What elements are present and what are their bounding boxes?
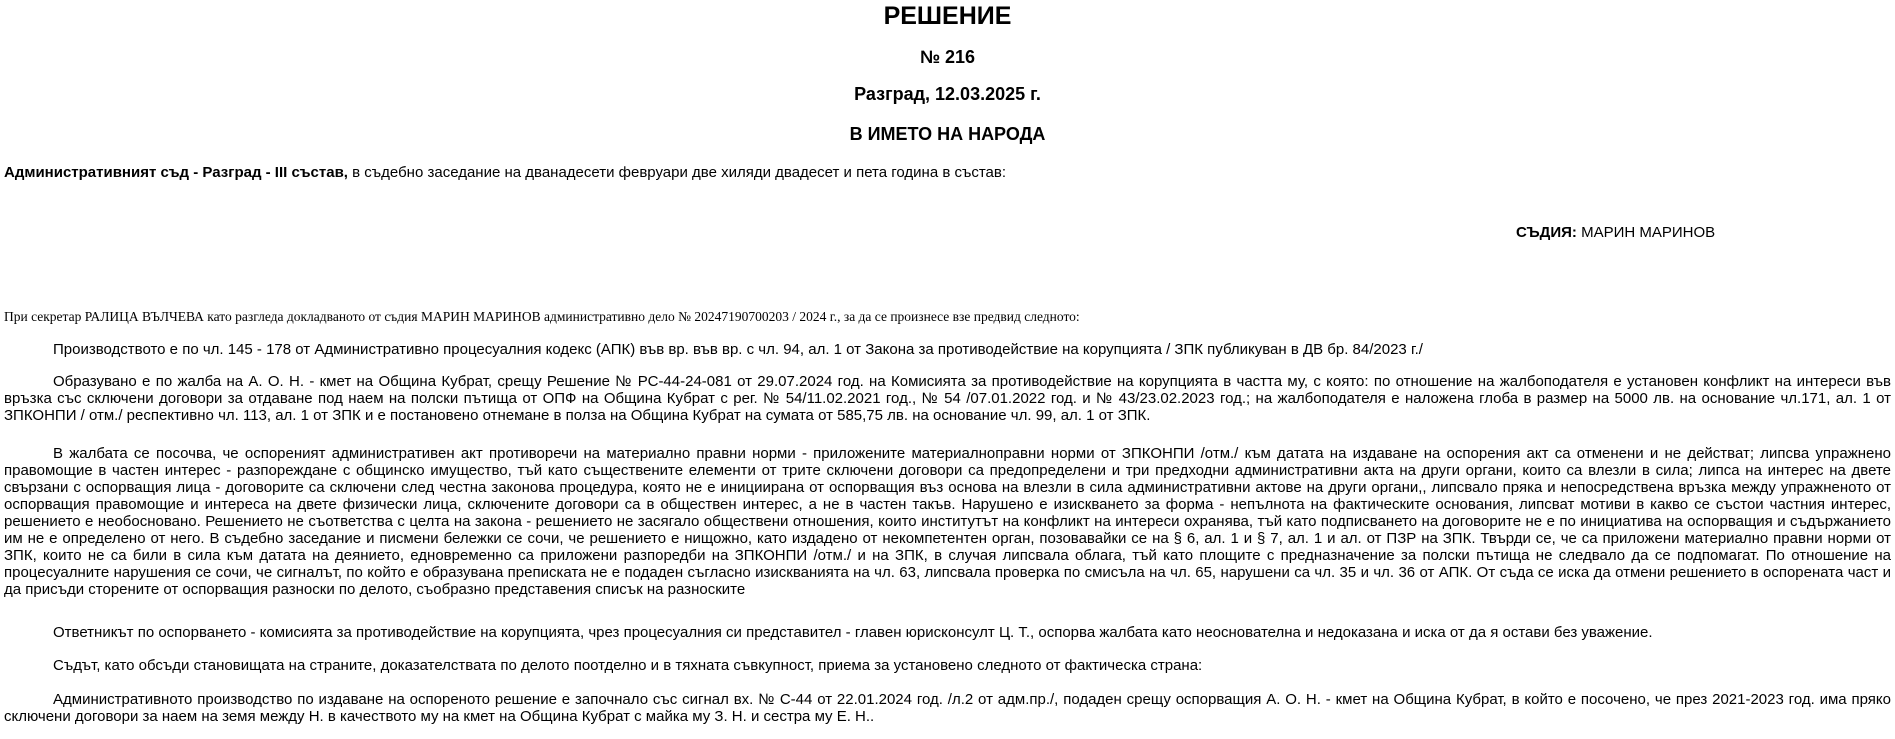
paragraph-arguments: В жалбата се посочва, че оспореният административен акт противоречи на материално правни норми - приложените материалноправни норми от ЗПКОНПИ /отм./ към датата на издаване на оспорения акт са отменени и не действат; липсва упражнено правомощие в частен интерес - разпореждане с общинско имущество, тъй като съществените елементи от трите сключени договори са предопределени и три предходни административни акта на други органи, които са влезли в сила; липса на интерес на двете свързани с оспорващия лица - договорите са сключени след честна законова процедура, която не е инициирана от оспорващия въз основа на влезли в сила административни актове на други органи,, липсвало пряка и непосредствена връзка между упражненото от оспорващия правомощие и интереса на двете физически лица, сключените договори са в обществен интерес, а не в частен такъв. Нарушено е изискването за форма - непълнота на фактическите основания, липсват мотиви в какво се състои частния интерес, решението е необосновано. Решението не съответства с целта на закона - решението не засягало обществени отношения, които институтът на конфликт на интереси охранява, тъй като подписването на договорите не е по инициатива на оспорващия и съдържанието им не е определено от него. В съдебно заседание и писмени бележки се сочи, че решението е нищожно, като издадено от некомпетентен орган, позовавайки се на § 6, ал. 1 и § 7, ал. 1 и ал. от ПЗР на ЗПК. Твърди се, че са приложени материално правни норми от ЗПК, които не са били в сила към датата на деянието, едновременно са приложени разпоредби на ЗПКОНПИ /отм./ и на ЗПК, в случая липсвала облага, тъй като площите с предназначение за полски пътища не следвало да се подпомагат. По отношение на процесуалните нарушения се сочи, че сигналът, по който е образувана преписката не е подаден съгласно изискванията на чл. 63, липсвала проверка по смисъла на чл. 65, нарушени са чл. 35 и чл. 36 от АПК. От съда се иска да отмени решението в оспорената част и да присъди сторените от оспорващия разноски по делото, съобразно представения списък на разноските (4, 445, 1891, 598)
secretary-line: При секретар РАЛИЦА ВЪЛЧЕВА като разгледа докладваното от съдия МАРИН МАРИНОВ административно дело № 20247190700203 / 2024 г., за да се произнесе взе предвид следното: (4, 309, 1080, 324)
place-date: Разград, 12.03.2025 г. (854, 84, 1041, 104)
paragraph-defendant: Ответникът по оспорването - комисията за противодействие на корупцията, чрез процесуалния си представител - главен юрисконсулт Ц. Т., оспорва жалбата като неоснователна и недоказана и иска от да я остави без уважение. (53, 624, 1653, 641)
judge-label: СЪДИЯ: (1516, 224, 1577, 241)
document-title: РЕШЕНИЕ (883, 2, 1012, 30)
judge-name: МАРИН МАРИНОВ (1576, 224, 1716, 241)
judge-line (1516, 224, 1715, 241)
decision-number: № 216 (919, 47, 976, 67)
paragraph-court-findings: Съдът, като обсъди становищата на страните, доказателствата по делото поотделно и в тяхната съвкупност, приема за установено следното от фактическа страна: (53, 657, 1203, 674)
paragraph-proceedings: Производството е по чл. 145 - 178 от Административно процесуалния кодекс (АПК) във вр. във вр. с чл. 94, ал. 1 от Закона за противодействие на корупцията / ЗПК публикуван в ДВ бр. 84/2023 г./ (53, 341, 1423, 358)
court-session-text: в съдебно заседание на дванадесети февруари две хиляди двадесет и пета година в състав: (347, 164, 1007, 181)
paragraph-administrative-proceedings: Административното производство по издаване на оспореното решение е започнало със сигнал вх. № С-44 от 22.01.2024 год. /л.2 от адм.пр./, подаден срещу оспорващия А. О. Н. - кмет на Община Кубрат, в който е посочено, че през 2021-2023 год. има пряко сключени договори за наем на земя между Н. в качеството му на кмет на Община Кубрат с майка му З. Н. и сестра му Е. Н.. (4, 691, 1891, 725)
in-the-name-line: В ИМЕТО НА НАРОДА (849, 124, 1046, 144)
court-name: Административният съд - Разград - III състав, (4, 164, 348, 181)
paragraph-complaint: Образувано е по жалба на А. О. Н. - кмет на Община Кубрат, срещу Решение № РС-44-24-081 от 29.07.2024 год. на Комисията за противодействие на корупцията в частта му, с която: по отношение на жалбоподателя е установен конфликт на интереси във връзка със сключени договори за отдаване под наем на полски пътища от ОПФ на Община Кубрат с рег. № 54/11.02.2021 год., № 54 /07.01.2022 год. и № 43/23.02.2023 год.; на жалбоподателя е наложена глоба в размер на 5000 лв. на основание чл.171, ал. 1 от ЗПКОНПИ / отм./ респективно чл. 113, ал. 1 от ЗПК и е постановено отнемане в полза на Община Кубрат на сумата от 585,75 лв. на основание чл. 99, ал. 1 от ЗПК. (4, 373, 1891, 424)
court-composition-line (4, 164, 1891, 181)
